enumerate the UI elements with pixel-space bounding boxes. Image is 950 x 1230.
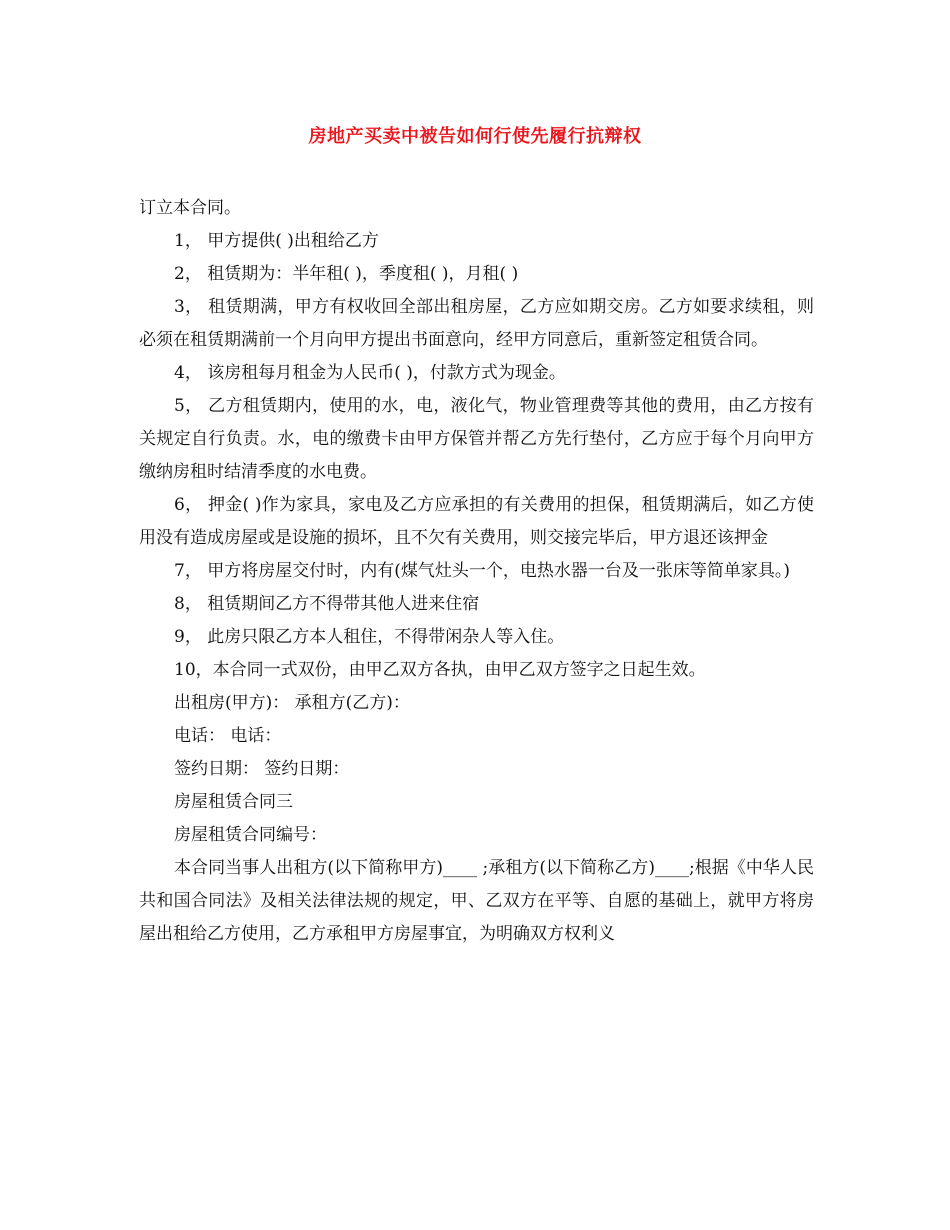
paragraph: 签约日期： 签约日期：: [174, 759, 350, 779]
paragraph: 出租房(甲方)： 承租方(乙方)：: [174, 693, 410, 713]
document-body: [139, 192, 814, 951]
paragraph: 房屋租赁合同三: [174, 792, 293, 812]
paragraph: 1， 甲方提供( )出租给乙方: [174, 231, 379, 251]
paragraph: 4， 该房租每月租金为人民币( )，付款方式为现金。: [174, 363, 566, 383]
paragraph: 5， 乙方租赁期内，使用的水，电，液化气，物业管理费等其他的费用，由乙方按有关规定自行负责。水，电的缴费卡由甲方保管并帮乙方先行垫付，乙方应于每个月向甲方缴纳房租时结清季度的水电费。: [139, 396, 814, 482]
paragraph: 6， 押金( )作为家具，家电及乙方应承担的有关费用的担保，租赁期满后，如乙方使用没有造成房屋或是设施的损坏，且不欠有关费用，则交接完毕后，甲方退还该押金: [139, 495, 814, 548]
paragraph: 3， 租赁期满，甲方有权收回全部出租房屋，乙方应如期交房。乙方如要求续租，则必须在租赁期满前一个月向甲方提出书面意向，经甲方同意后，重新签定租赁合同。: [139, 297, 814, 350]
paragraph: 2， 租赁期为：半年租( )，季度租( )，月租( ): [174, 264, 519, 284]
paragraph: 订立本合同。: [139, 198, 241, 218]
paragraph: 8， 租赁期间乙方不得带其他人进来住宿: [174, 594, 480, 614]
document-title: 房地产买卖中被告如何行使先履行抗辩权: [308, 126, 642, 147]
paragraph: 本合同当事人出租方(以下简称甲方)____ ;承租方(以下简称乙方)____;根据《中华人民共和国合同法》及相关法律法规的规定，甲、乙双方在平等、自愿的基础上，就甲方将房屋出租给乙方使用，乙方承租甲方房屋事宜，为明确双方权利义: [139, 858, 814, 944]
paragraph: 10，本合同一式双份，由甲乙双方各执，由甲乙双方签字之日起生效。: [174, 660, 706, 680]
paragraph: 7， 甲方将房屋交付时，内有(煤气灶头一个，电热水器一台及一张床等简单家具。): [174, 561, 790, 581]
paragraph: 9， 此房只限乙方本人租住，不得带闲杂人等入住。: [174, 627, 565, 647]
paragraph: 电话： 电话：: [174, 726, 282, 746]
paragraph: 房屋租赁合同编号：: [174, 825, 327, 845]
